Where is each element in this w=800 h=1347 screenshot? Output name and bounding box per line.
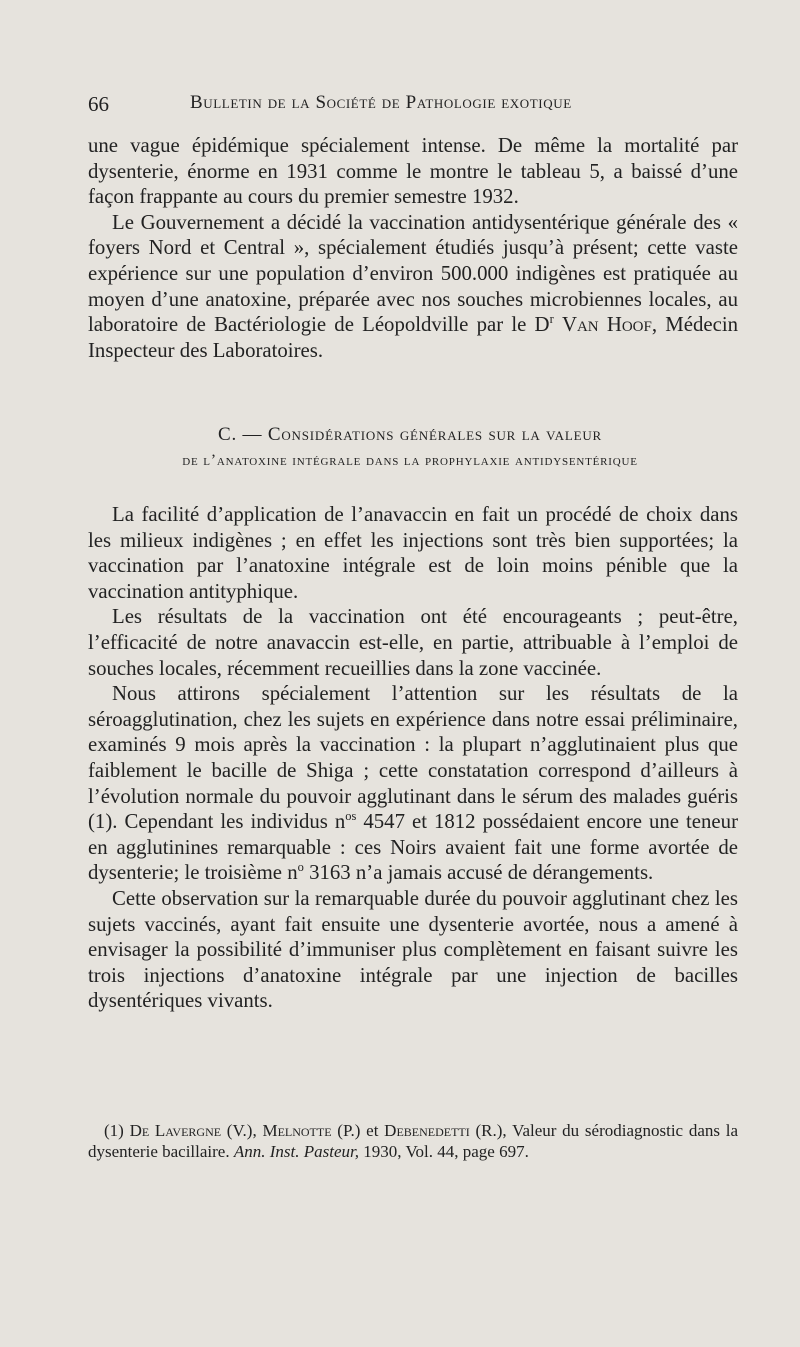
section-heading — [60, 422, 760, 474]
paragraph-vaccination-government — [88, 210, 738, 364]
footnote — [88, 1120, 738, 1162]
paragraph-agglutination — [88, 681, 738, 886]
footnote-author1: De Lavergne — [129, 1121, 222, 1140]
page-number: 66 — [88, 92, 109, 116]
section-heading-line2: de l’anatoxine intégrale dans la prophylaxie antidysentérique — [182, 452, 638, 469]
agglu-sup-os: os — [345, 809, 357, 824]
footnote-rest: 1930, Vol. 44, page 697. — [359, 1142, 529, 1161]
doctor-abbrev: D — [534, 313, 550, 337]
footnote-author3: Debenedetti — [384, 1121, 470, 1140]
footnote-journal: Ann. Inst. Pasteur, — [233, 1142, 359, 1161]
paragraph-results: Les résultats de la vaccination ont été encourageants ; peut-être, l’efficacité de notre anavaccin est-elle, en partie, attribuable à l’emploi de souches locales, récemment recueillies dans la zone vaccinée. — [88, 605, 738, 680]
section-heading-line1: C. — Considérations générales sur la valeur — [217, 424, 603, 445]
paragraph-facility: La facilité d’application de l’anavaccin en fait un procédé de choix dans les milieux indigènes ; en effet les injections sont très bien supportées; la vaccination par l’anatoxine intégrale est de loin moins pénible que la vaccination antityphique. — [88, 503, 738, 603]
doctor-name: Van Hoof — [561, 313, 652, 337]
running-title: Bulletin de la Société de Pathologie exotique — [190, 92, 572, 113]
text-block-after — [88, 502, 738, 1014]
footnote-author2: Melnotte — [262, 1121, 332, 1140]
paragraph-continuation: une vague épidémique spécialement intense. De même la mortalité par dysenterie, énorme en 1931 comme le montre le tableau 5, a baissé d’une façon frappante au cours du premier semestre 1932. — [88, 134, 738, 209]
paragraph-observation: Cette observation sur la remarquable durée du pouvoir agglutinant chez les sujets vaccinés, ayant fait ensuite une dysenterie avortée, nous a amené à envisager la possibilité d’immuniser plus complètement en faisant suivre les trois injections d’anatoxine intégrale par une injection de bacilles dysentériques vivants. — [88, 886, 738, 1013]
footnote-author2-init: (P.) et — [331, 1121, 385, 1140]
page-header — [88, 92, 738, 122]
paragraph-2-end: , Médecin Inspecteur des Laboratoires. — [88, 313, 738, 362]
footnote-marker: (1) — [104, 1121, 124, 1140]
agglu-part1: Nous attirons spécialement l’attention sur les résultats de la séroagglutination, chez les sujets en expérience dans notre essai préliminaire, examinés 9 mois après la vaccination : la plupart n’agglutinaient plus que faiblement le bacille de Shiga ; cette constatation correspond d’ailleurs à l’évolution normale du pouvoir agglutinant dans le sérum des malades guéris (1). Cependant les individus n — [88, 682, 738, 834]
text-block-before — [88, 133, 738, 363]
footnote-author1-init: (V.), — [221, 1121, 263, 1140]
agglu-sup-o: o — [297, 860, 304, 875]
agglu-part3: 3163 n’a jamais accusé de dérangements. — [303, 861, 654, 885]
agglu-part2: 4547 et 1812 possédaient encore une teneur en agglutinines remarquable : ces Noirs avaient fait une forme avortée de dysenterie; le troisième n — [88, 810, 738, 885]
footnote-author3-init: (R.), Valeur du sérodiagnostic dans la dysenterie bacillaire. — [88, 1121, 738, 1161]
paragraph-vaccination-text: Le Gouvernement a décidé la vaccination antidysentérique générale des « foyers Nord et Central », spécialement étudiés jusqu’à présent; cette vaste expérience sur une population d’environ 500.000 indigènes est pratiquée au moyen d’une anatoxine, préparée avec nos souches microbiennes locales, au laboratoire de Bactériologie de Léopoldville par le — [88, 210, 738, 337]
doctor-sup: r — [549, 312, 554, 327]
